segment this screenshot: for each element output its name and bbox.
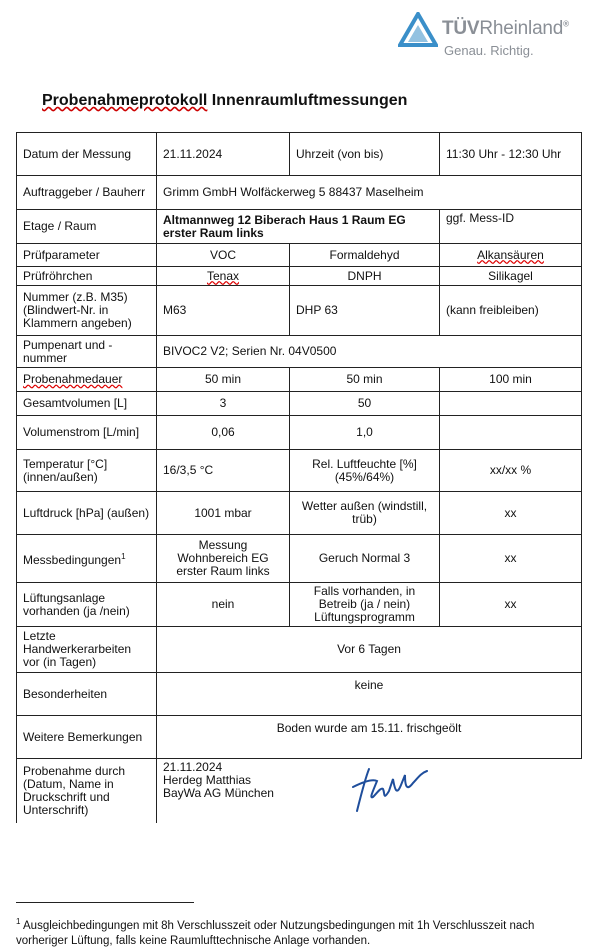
value-volumenstrom-1: 0,06 — [157, 416, 290, 450]
value-dauer-3: 100 min — [440, 368, 582, 392]
label-nummer: Nummer (z.B. M35) (Blindwert-Nr. in Klammern angeben) — [17, 286, 157, 336]
value-datum: 21.11.2024 — [157, 133, 290, 176]
row-etage — [17, 210, 582, 244]
value-uhrzeit: 11:30 Uhr - 12:30 Uhr — [440, 133, 582, 176]
label-mess-id: ggf. Mess-ID — [440, 210, 582, 244]
label-lueftung: Lüftungsanlage vorhanden (ja /nein) — [17, 583, 157, 627]
label-luftdruck: Luftdruck [hPa] (außen) — [17, 492, 157, 535]
value-lueftungsprogramm: Falls vorhanden, in Betreib (ja / nein) Lüftungsprogramm — [290, 583, 440, 627]
label-auftraggeber: Auftraggeber / Bauherr — [17, 176, 157, 210]
value-geruch: Geruch Normal 3 — [290, 535, 440, 583]
value-volumenstrom-3 — [440, 416, 582, 450]
probenahme-datum: 21.11.2024 — [163, 760, 223, 774]
value-handwerker: Vor 6 Tagen — [157, 627, 582, 673]
row-pruefroehrchen — [17, 267, 582, 286]
row-luftdruck — [17, 492, 582, 535]
label-datum: Datum der Messung — [17, 133, 157, 176]
value-luftfeuchte: Rel. Luftfeuchte [%] (45%/64%) — [290, 450, 440, 492]
row-lueftung — [17, 583, 582, 627]
row-gesamtvolumen — [17, 392, 582, 416]
value-dauer-2: 50 min — [290, 368, 440, 392]
label-besonderheiten: Besonderheiten — [17, 673, 157, 716]
row-pruefparameter — [17, 244, 582, 267]
signature-scribble — [343, 761, 443, 817]
protocol-table — [16, 132, 582, 823]
label-etage: Etage / Raum — [17, 210, 157, 244]
tuev-logo — [398, 10, 588, 60]
label-dauer: Probenahmedauer — [17, 368, 157, 392]
footnote: $^1$ Ausgleichbedingungen mit 8h Verschlusszeit oder Nutzungsbedingungen mit 1h Verschlusszeit nach vorheriger Lüftung, falls keine Raumlufttechnische Anlage vorhanden. — [16, 917, 535, 947]
label-pruefparameter: Prüfparameter — [17, 244, 157, 267]
row-datum — [17, 133, 582, 176]
label-gesamtvolumen: Gesamtvolumen [L] — [17, 392, 157, 416]
row-probenahme — [17, 759, 582, 824]
value-wetter: Wetter außen (windstill, trüb) — [290, 492, 440, 535]
label-bemerkungen: Weitere Bemerkungen — [17, 716, 157, 759]
label-temperatur: Temperatur [°C] (innen/außen) — [17, 450, 157, 492]
logo-tagline: Genau. Richtig. — [444, 43, 534, 58]
value-gesamtvolumen-3 — [440, 392, 582, 416]
value-alkansaeuren: Alkansäuren — [440, 244, 582, 267]
value-gesamtvolumen-2: 50 — [290, 392, 440, 416]
footnote-separator — [16, 902, 194, 903]
value-luftfeuchte-2: xx/xx % — [440, 450, 582, 492]
row-dauer — [17, 368, 582, 392]
label-pumpenart: Pumpenart und -nummer — [17, 336, 157, 368]
value-geruch-2: xx — [440, 535, 582, 583]
value-pumpenart: BIVOC2 V2; Serien Nr. 04V0500 — [157, 336, 582, 368]
label-handwerker: Letzte Handwerkerarbeiten vor (in Tagen) — [17, 627, 157, 673]
row-volumenstrom — [17, 416, 582, 450]
value-etage: Altmannweg 12 Biberach Haus 1 Raum EG erster Raum links — [157, 210, 440, 244]
row-temperatur — [17, 450, 582, 492]
row-besonderheiten — [17, 673, 582, 716]
value-besonderheiten: keine — [157, 673, 582, 716]
value-wetter-2: xx — [440, 492, 582, 535]
value-nummer-2: DHP 63 — [290, 286, 440, 336]
logo-brand: TÜVRheinland® — [442, 18, 569, 39]
row-messbedingungen — [17, 535, 582, 583]
row-pumpenart — [17, 336, 582, 368]
row-handwerker — [17, 627, 582, 673]
value-auftraggeber: Grimm GmbH Wolfäckerweg 5 88437 Maselheim — [157, 176, 582, 210]
value-bemerkungen: Boden wurde am 15.11. frischgeölt — [157, 716, 582, 759]
value-nummer-1: M63 — [157, 286, 290, 336]
tuev-triangle-icon — [398, 12, 438, 48]
value-nummer-3: (kann freibleiben) — [440, 286, 582, 336]
value-gesamtvolumen-1: 3 — [157, 392, 290, 416]
probenahme-firma: BayWa AG München — [163, 786, 274, 800]
value-voc: VOC — [157, 244, 290, 267]
page-title: Probenahmeprotokoll Innenraumluftmessungen — [42, 92, 408, 109]
value-dnph: DNPH — [290, 267, 440, 286]
label-pruefroehrchen: Prüfröhrchen — [17, 267, 157, 286]
label-volumenstrom: Volumenstrom [L/min] — [17, 416, 157, 450]
value-luftdruck: 1001 mbar — [157, 492, 290, 535]
probenahme-name: Herdeg Matthias — [163, 773, 252, 787]
value-tenax: Tenax — [157, 267, 290, 286]
value-volumenstrom-2: 1,0 — [290, 416, 440, 450]
label-probenahme: Probenahme durch (Datum, Name in Druckschrift und Unterschrift) — [17, 759, 157, 824]
value-lueftung: nein — [157, 583, 290, 627]
value-dauer-1: 50 min — [157, 368, 290, 392]
value-probenahme — [157, 759, 582, 824]
value-messbedingungen: Messung Wohnbereich EG erster Raum links — [157, 535, 290, 583]
value-temperatur: 16/3,5 °C — [157, 450, 290, 492]
row-auftraggeber — [17, 176, 582, 210]
row-bemerkungen — [17, 716, 582, 759]
value-silikagel: Silikagel — [440, 267, 582, 286]
label-uhrzeit: Uhrzeit (von bis) — [290, 133, 440, 176]
value-formaldehyd: Formaldehyd — [290, 244, 440, 267]
row-nummer — [17, 286, 582, 336]
label-messbedingungen: Messbedingungen$^1$ — [17, 535, 157, 583]
value-lueftungsprogramm-2: xx — [440, 583, 582, 627]
